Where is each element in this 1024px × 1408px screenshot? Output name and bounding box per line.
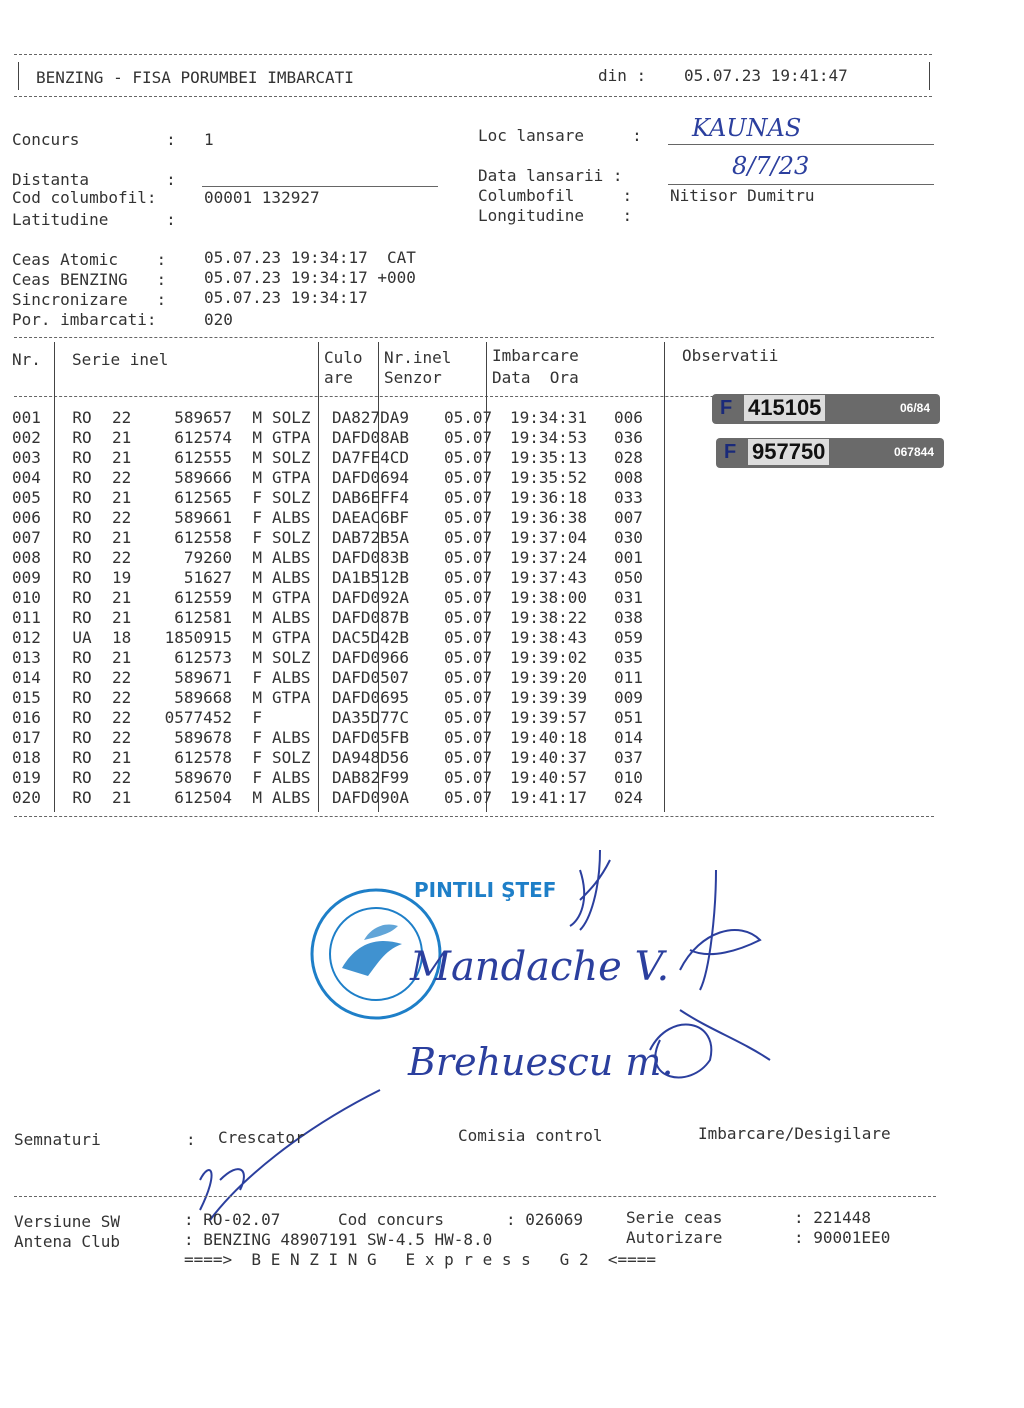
distanta-label: Distanta :: [12, 170, 176, 189]
header-imbarcare: Imbarcare: [492, 346, 579, 365]
cell-ring: 612578: [174, 748, 232, 767]
cell-sex: F: [252, 508, 262, 527]
cell-time: 19:41:17: [510, 788, 588, 807]
signature-brehuescu: Brehuescu m.: [408, 1040, 674, 1084]
data-lansarii-value: 8/7/23: [732, 152, 810, 180]
cell-time: 19:37:04: [510, 528, 588, 547]
cell-yy: 22: [112, 768, 132, 787]
cell-yy: 22: [112, 688, 132, 707]
cell-color: GTPA: [272, 688, 311, 707]
sincronizare-value: 05.07.23 19:34:17: [204, 288, 368, 307]
cell-sensor: DAB6EFF4: [332, 488, 410, 507]
cell-date: 05.07: [444, 468, 493, 487]
cell-time: 19:40:37: [510, 748, 588, 767]
semnaturi-colon: :: [186, 1130, 196, 1149]
antena-club-value: : BENZING 48907191 SW-4.5 HW-8.0: [184, 1230, 493, 1249]
cell-sex: M: [252, 628, 262, 647]
cell-cc: RO: [72, 688, 92, 707]
cell-yy: 21: [112, 788, 132, 807]
cell-obs: 007: [614, 508, 643, 527]
cell-yy: 21: [112, 748, 132, 767]
cell-ring: 589668: [174, 688, 232, 707]
ceas-benzing-label: Ceas BENZING :: [12, 270, 167, 289]
cell-color: SOLZ: [272, 748, 311, 767]
cell-obs: 006: [614, 408, 643, 427]
cell-nr: 020: [12, 788, 41, 807]
seal-tag-2-number: 957750: [748, 439, 829, 465]
cell-ring: 612555: [174, 448, 232, 467]
signature-mandache: Mandache V.: [410, 944, 670, 990]
cell-sex: M: [252, 648, 262, 667]
cell-ring: 612565: [174, 488, 232, 507]
concurs-value: 1: [204, 130, 214, 149]
cell-time: 19:38:22: [510, 608, 588, 627]
table-row: [12, 708, 654, 728]
cell-sex: M: [252, 448, 262, 467]
header-top-border: [14, 54, 932, 55]
pigeon-table: [12, 408, 654, 808]
cell-color: ALBS: [272, 768, 311, 787]
cell-cc: RO: [72, 708, 92, 727]
por-imbarcati-value: 020: [204, 310, 233, 329]
cell-sex: F: [252, 708, 262, 727]
columbofil-value: Nitisor Dumitru: [670, 186, 815, 205]
cell-sex: F: [252, 728, 262, 747]
table-row: [12, 668, 654, 688]
cell-date: 05.07: [444, 668, 493, 687]
concurs-label: Concurs :: [12, 130, 176, 149]
cell-sensor: DA948D56: [332, 748, 410, 767]
seal-tag-2-prefix: F: [724, 441, 737, 463]
cell-obs: 014: [614, 728, 643, 747]
cell-nr: 007: [12, 528, 41, 547]
cell-cc: RO: [72, 668, 92, 687]
table-row: [12, 788, 654, 808]
cell-sex: M: [252, 428, 262, 447]
cell-sex: F: [252, 488, 262, 507]
cell-time: 19:37:43: [510, 568, 588, 587]
cell-color: ALBS: [272, 788, 311, 807]
cell-obs: 008: [614, 468, 643, 487]
stamp-name: PINTILI ŞTEF: [414, 878, 557, 902]
cell-obs: 024: [614, 788, 643, 807]
cell-sex: M: [252, 588, 262, 607]
seal-tag-2: [716, 438, 944, 468]
autorizare-value: : 90001EE0: [794, 1228, 891, 1247]
crescator-label: Crescator: [218, 1128, 305, 1147]
cell-ring: 0577452: [164, 708, 232, 727]
imbarcare-desigilare-label: Imbarcare/Desigilare: [698, 1124, 891, 1143]
cell-color: GTPA: [272, 628, 311, 647]
table-bottom-border: [14, 816, 934, 817]
cell-cc: RO: [72, 608, 92, 627]
cell-obs: 028: [614, 448, 643, 467]
cell-sensor: DAFD083B: [332, 548, 410, 567]
cell-ring: 612581: [174, 608, 232, 627]
cell-obs: 009: [614, 688, 643, 707]
cell-color: SOLZ: [272, 408, 311, 427]
cell-nr: 009: [12, 568, 41, 587]
cell-sex: F: [252, 768, 262, 787]
cell-sex: F: [252, 668, 262, 687]
cell-sensor: DAFD090A: [332, 788, 410, 807]
table-row: [12, 608, 654, 628]
cell-sex: M: [252, 688, 262, 707]
cod-columbofil-value: 00001 132927: [204, 188, 320, 207]
cell-ring: 589666: [174, 468, 232, 487]
cell-date: 05.07: [444, 508, 493, 527]
cell-yy: 19: [112, 568, 132, 587]
table-row: [12, 588, 654, 608]
cell-obs: 001: [614, 548, 643, 567]
cell-cc: RO: [72, 448, 92, 467]
cell-obs: 031: [614, 588, 643, 607]
cell-yy: 21: [112, 488, 132, 507]
data-lansarii-underline: [668, 184, 934, 185]
cell-sex: M: [252, 408, 262, 427]
cell-sensor: DA1B512B: [332, 568, 410, 587]
header-right-border: [929, 62, 930, 90]
benzing-express-line: ====> B E N Z I N G E x p r e s s G 2 <====: [184, 1250, 657, 1269]
cell-time: 19:38:00: [510, 588, 588, 607]
cell-ring: 612559: [174, 588, 232, 607]
cell-date: 05.07: [444, 568, 493, 587]
cell-color: GTPA: [272, 588, 311, 607]
cell-ring: 589661: [174, 508, 232, 527]
cell-date: 05.07: [444, 768, 493, 787]
cell-ring: 612558: [174, 528, 232, 547]
cell-date: 05.07: [444, 708, 493, 727]
cell-ring: 589657: [174, 408, 232, 427]
cell-yy: 22: [112, 728, 132, 747]
cell-sex: M: [252, 788, 262, 807]
cell-sex: F: [252, 528, 262, 547]
cell-yy: 22: [112, 668, 132, 687]
cell-nr: 018: [12, 748, 41, 767]
cell-ring: 589671: [174, 668, 232, 687]
cell-nr: 003: [12, 448, 41, 467]
cod-concurs-value: : 026069: [506, 1210, 584, 1229]
antena-club-label: Antena Club: [14, 1232, 120, 1251]
table-row: [12, 768, 654, 788]
cell-sex: M: [252, 568, 262, 587]
cell-time: 19:40:18: [510, 728, 588, 747]
cell-nr: 014: [12, 668, 41, 687]
cell-date: 05.07: [444, 608, 493, 627]
header-senzor: Senzor: [384, 368, 442, 387]
comisia-control-label: Comisia control: [458, 1126, 603, 1145]
cell-color: ALBS: [272, 728, 311, 747]
cell-date: 05.07: [444, 428, 493, 447]
cell-obs: 050: [614, 568, 643, 587]
cell-cc: RO: [72, 588, 92, 607]
cell-color: SOLZ: [272, 488, 311, 507]
cell-cc: RO: [72, 648, 92, 667]
cell-sex: F: [252, 748, 262, 767]
cell-sensor: DAFD08AB: [332, 428, 410, 447]
cell-date: 05.07: [444, 748, 493, 767]
cell-color: [266, 708, 328, 728]
cell-time: 19:39:20: [510, 668, 588, 687]
table-row: [12, 468, 654, 488]
distanta-underline: [202, 186, 438, 187]
longitudine-label: Longitudine :: [478, 206, 633, 225]
cell-nr: 016: [12, 708, 41, 727]
cell-ring: 589678: [174, 728, 232, 747]
table-row: [12, 748, 654, 768]
cell-obs: 035: [614, 648, 643, 667]
cell-sensor: DAFD092A: [332, 588, 410, 607]
cell-color: ALBS: [272, 508, 311, 527]
cell-cc: RO: [72, 408, 92, 427]
cell-time: 19:36:38: [510, 508, 588, 527]
cod-columbofil-label: Cod columbofil:: [12, 188, 157, 207]
header-are: are: [324, 368, 353, 387]
cell-color: SOLZ: [272, 448, 311, 467]
document-title: BENZING - FISA PORUMBEI IMBARCATI: [36, 68, 354, 87]
cell-date: 05.07: [444, 528, 493, 547]
cell-nr: 002: [12, 428, 41, 447]
cell-cc: RO: [72, 528, 92, 547]
footer-top-border: [14, 1196, 936, 1197]
cell-obs: 051: [614, 708, 643, 727]
cell-nr: 017: [12, 728, 41, 747]
cell-nr: 019: [12, 768, 41, 787]
cell-time: 19:36:18: [510, 488, 588, 507]
cell-sensor: DAFD0507: [332, 668, 410, 687]
cell-yy: 21: [112, 588, 132, 607]
header-data-ora: Data Ora: [492, 368, 579, 387]
cell-date: 05.07: [444, 448, 493, 467]
cell-cc: UA: [72, 628, 92, 647]
header-bottom-border: [14, 96, 932, 97]
seal-tag-1-suffix: 06/84: [899, 401, 930, 415]
cell-yy: 21: [112, 648, 132, 667]
versiune-sw-label: Versiune SW: [14, 1212, 120, 1231]
cell-date: 05.07: [444, 788, 493, 807]
cell-time: 19:39:57: [510, 708, 588, 727]
cell-color: ALBS: [272, 568, 311, 587]
cell-ring: 1850915: [164, 628, 232, 647]
seal-tag-1: [712, 394, 940, 424]
cell-ring: 51627: [183, 568, 232, 587]
cell-sensor: DAFD0694: [332, 468, 410, 487]
cell-yy: 21: [112, 608, 132, 627]
table-row: [12, 648, 654, 668]
print-date-label: din :: [598, 66, 647, 85]
table-row: [12, 488, 654, 508]
cell-cc: RO: [72, 508, 92, 527]
cell-obs: 033: [614, 488, 643, 507]
cell-ring: 589670: [174, 768, 232, 787]
cell-nr: 001: [12, 408, 41, 427]
ceas-benzing-value: 05.07.23 19:34:17 +000: [204, 268, 416, 287]
loc-lansare-value: KAUNAS: [692, 114, 802, 142]
header-observatii: Observatii: [682, 346, 779, 365]
cell-time: 19:34:53: [510, 428, 588, 447]
serie-ceas-label: Serie ceas: [626, 1208, 723, 1227]
cell-cc: RO: [72, 728, 92, 747]
autorizare-label: Autorizare: [626, 1228, 723, 1247]
ceas-atomic-value: 05.07.23 19:34:17 CAT: [204, 248, 416, 267]
cell-obs: 037: [614, 748, 643, 767]
cell-sensor: DAFD0966: [332, 648, 410, 667]
por-imbarcati-label: Por. imbarcati:: [12, 310, 157, 329]
cell-date: 05.07: [444, 408, 493, 427]
sincronizare-label: Sincronizare :: [12, 290, 167, 309]
cell-sensor: DAB82F99: [332, 768, 410, 787]
cell-sex: M: [252, 608, 262, 627]
cell-time: 19:39:02: [510, 648, 588, 667]
loc-lansare-label: Loc lansare :: [478, 126, 642, 145]
cell-nr: 004: [12, 468, 41, 487]
cell-obs: 030: [614, 528, 643, 547]
cell-date: 05.07: [444, 588, 493, 607]
cell-sensor: DAEAC6BF: [332, 508, 410, 527]
cell-nr: 010: [12, 588, 41, 607]
loc-lansare-underline: [668, 144, 934, 145]
semnaturi-label: Semnaturi: [14, 1130, 101, 1149]
cell-sensor: DA827DA9: [332, 408, 410, 427]
cell-cc: RO: [72, 468, 92, 487]
cell-yy: 22: [112, 408, 132, 427]
cell-obs: 038: [614, 608, 643, 627]
table-row: [12, 528, 654, 548]
header-serie-inel: Serie inel: [72, 350, 169, 369]
cell-sex: M: [252, 548, 262, 567]
signature-marks: [540, 830, 940, 1150]
cell-ring: 612574: [174, 428, 232, 447]
cell-yy: 22: [112, 468, 132, 487]
cell-obs: 036: [614, 428, 643, 447]
col-sep-imbarcare: [664, 342, 665, 812]
seal-tag-2-suffix: 067844: [893, 445, 934, 459]
seal-tag-1-number: 415105: [744, 395, 825, 421]
table-row: [12, 688, 654, 708]
columbofil-label: Columbofil :: [478, 186, 633, 205]
cell-sensor: DAFD05FB: [332, 728, 410, 747]
cell-cc: RO: [72, 428, 92, 447]
ceas-atomic-label: Ceas Atomic :: [12, 250, 167, 269]
cell-nr: 005: [12, 488, 41, 507]
pigeon-table-body: [12, 408, 654, 808]
cell-time: 19:40:57: [510, 768, 588, 787]
table-top-border: [14, 337, 934, 338]
cell-nr: 012: [12, 628, 41, 647]
cell-yy: 21: [112, 448, 132, 467]
table-row: [12, 728, 654, 748]
cell-yy: 21: [112, 428, 132, 447]
versiune-sw-value: : RO-02.07: [184, 1210, 281, 1229]
table-row: [12, 508, 654, 528]
cell-color: GTPA: [272, 468, 311, 487]
serie-ceas-value: : 221448: [794, 1208, 872, 1227]
cell-obs: 010: [614, 768, 643, 787]
cell-nr: 013: [12, 648, 41, 667]
cell-time: 19:35:52: [510, 468, 588, 487]
table-row: [12, 628, 654, 648]
cell-date: 05.07: [444, 648, 493, 667]
header-nr-inel: Nr.inel: [384, 348, 452, 367]
table-row: [12, 448, 654, 468]
cell-sex: M: [252, 468, 262, 487]
cell-sensor: DA7FE4CD: [332, 448, 410, 467]
cell-cc: RO: [72, 768, 92, 787]
cell-cc: RO: [72, 548, 92, 567]
cell-nr: 006: [12, 508, 41, 527]
cell-time: 19:34:31: [510, 408, 588, 427]
latitudine-label: Latitudine :: [12, 210, 176, 229]
seal-tag-1-prefix: F: [720, 397, 733, 419]
cell-sensor: DA35D77C: [332, 708, 410, 727]
cell-time: 19:35:13: [510, 448, 588, 467]
cell-date: 05.07: [444, 548, 493, 567]
cell-sensor: DAFD087B: [332, 608, 410, 627]
cell-yy: 18: [112, 628, 132, 647]
header-nr: Nr.: [12, 350, 41, 369]
cell-date: 05.07: [444, 488, 493, 507]
cell-yy: 22: [112, 508, 132, 527]
cell-date: 05.07: [444, 688, 493, 707]
cell-color: ALBS: [272, 548, 311, 567]
cell-yy: 22: [112, 708, 132, 727]
cell-yy: 22: [112, 548, 132, 567]
header-left-border: [18, 62, 19, 90]
cell-color: GTPA: [272, 428, 311, 447]
cell-color: SOLZ: [272, 648, 311, 667]
cell-sensor: DAC5D42B: [332, 628, 410, 647]
table-row: [12, 548, 654, 568]
cell-color: ALBS: [272, 668, 311, 687]
cell-date: 05.07: [444, 728, 493, 747]
print-date-value: 05.07.23 19:41:47: [684, 66, 848, 85]
cell-yy: 21: [112, 528, 132, 547]
table-row: [12, 428, 654, 448]
cell-sensor: DAB72B5A: [332, 528, 410, 547]
cell-nr: 011: [12, 608, 41, 627]
data-lansarii-label: Data lansarii :: [478, 166, 623, 185]
cell-cc: RO: [72, 788, 92, 807]
cell-cc: RO: [72, 488, 92, 507]
cell-cc: RO: [72, 568, 92, 587]
cell-color: ALBS: [272, 608, 311, 627]
cell-sensor: DAFD0695: [332, 688, 410, 707]
cell-nr: 015: [12, 688, 41, 707]
cell-ring: 79260: [183, 548, 232, 567]
cell-nr: 008: [12, 548, 41, 567]
header-culo: Culo: [324, 348, 363, 367]
cell-color: SOLZ: [272, 528, 311, 547]
cell-date: 05.07: [444, 628, 493, 647]
cell-time: 19:38:43: [510, 628, 588, 647]
cell-obs: 059: [614, 628, 643, 647]
cell-time: 19:37:24: [510, 548, 588, 567]
cell-obs: 011: [614, 668, 643, 687]
cod-concurs-label: Cod concurs: [338, 1210, 444, 1229]
table-row: [12, 568, 654, 588]
cell-cc: RO: [72, 748, 92, 767]
table-row: [12, 408, 654, 428]
cell-time: 19:39:39: [510, 688, 588, 707]
cell-ring: 612573: [174, 648, 232, 667]
cell-ring: 612504: [174, 788, 232, 807]
